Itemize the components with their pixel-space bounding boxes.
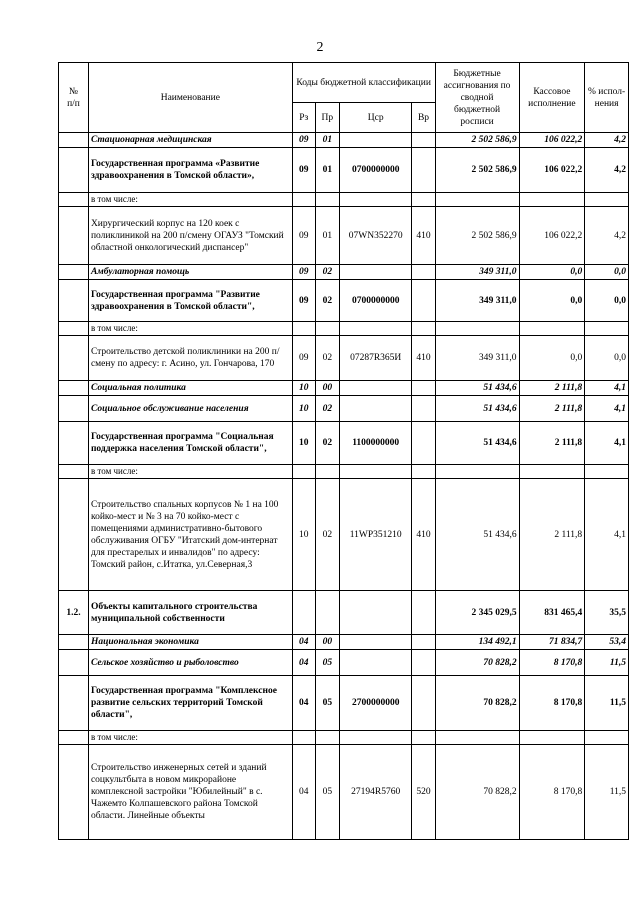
cell-csr: 07287R365И	[339, 336, 412, 381]
cell-number	[59, 381, 89, 396]
header-cash: Кассовое исполнение	[519, 63, 585, 133]
cell-budget	[435, 731, 519, 745]
cell-pr: 02	[315, 422, 339, 465]
cell-percent	[585, 193, 629, 207]
cell-number	[59, 207, 89, 265]
cell-percent	[585, 731, 629, 745]
header-pr: Пр	[315, 103, 339, 133]
cell-csr: 27194R5760	[339, 745, 412, 840]
cell-csr	[339, 193, 412, 207]
cell-csr	[339, 322, 412, 336]
cell-pr: 00	[315, 635, 339, 650]
cell-number	[59, 465, 89, 479]
cell-rz: 09	[292, 265, 315, 280]
cell-csr: 1100000000	[339, 422, 412, 465]
header-rz: Рз	[292, 103, 315, 133]
cell-rz	[292, 591, 315, 635]
cell-name: Национальная экономика	[88, 635, 292, 650]
cell-percent: 4,2	[585, 207, 629, 265]
cell-cash: 831 465,4	[519, 591, 585, 635]
cell-cash	[519, 193, 585, 207]
table-row	[59, 635, 629, 650]
table-row	[59, 745, 629, 840]
cell-cash: 0,0	[519, 280, 585, 322]
table-row	[59, 676, 629, 731]
cell-name: Строительство детской поликлиники на 200 п/смену по адресу: г. Асино, ул. Гончарова, 170	[88, 336, 292, 381]
cell-number	[59, 422, 89, 465]
cell-number	[59, 148, 89, 193]
cell-rz: 04	[292, 635, 315, 650]
cell-budget	[435, 193, 519, 207]
cell-pr: 05	[315, 650, 339, 676]
cell-rz: 09	[292, 133, 315, 148]
cell-vr	[412, 148, 435, 193]
table-row	[59, 381, 629, 396]
table-row	[59, 650, 629, 676]
cell-rz: 04	[292, 650, 315, 676]
cell-budget: 51 434,6	[435, 396, 519, 422]
cell-vr	[412, 193, 435, 207]
cell-csr: 0700000000	[339, 280, 412, 322]
cell-budget: 70 828,2	[435, 745, 519, 840]
cell-percent: 0,0	[585, 280, 629, 322]
cell-percent: 4,2	[585, 148, 629, 193]
cell-percent: 11,5	[585, 745, 629, 840]
cell-cash: 2 111,8	[519, 422, 585, 465]
cell-percent: 4,1	[585, 422, 629, 465]
cell-cash: 0,0	[519, 336, 585, 381]
cell-number	[59, 396, 89, 422]
page-number: 2	[316, 40, 324, 55]
cell-name: в том числе:	[88, 465, 292, 479]
cell-csr: 11WP351210	[339, 479, 412, 591]
cell-name: Государственная программа "Развитие здравоохранения в Томской области",	[88, 280, 292, 322]
cell-cash: 106 022,2	[519, 133, 585, 148]
cell-rz: 09	[292, 280, 315, 322]
cell-pr	[315, 465, 339, 479]
cell-number	[59, 745, 89, 840]
cell-rz: 04	[292, 676, 315, 731]
table-row	[59, 133, 629, 148]
cell-cash: 8 170,8	[519, 650, 585, 676]
cell-budget	[435, 465, 519, 479]
cell-percent: 0,0	[585, 336, 629, 381]
cell-percent: 35,5	[585, 591, 629, 635]
cell-pr: 01	[315, 207, 339, 265]
cell-budget: 2 502 586,9	[435, 133, 519, 148]
cell-pr	[315, 731, 339, 745]
cell-vr	[412, 133, 435, 148]
cell-csr	[339, 731, 412, 745]
cell-cash: 8 170,8	[519, 745, 585, 840]
cell-cash	[519, 731, 585, 745]
cell-percent: 0,0	[585, 265, 629, 280]
cell-budget: 51 434,6	[435, 479, 519, 591]
cell-cash	[519, 322, 585, 336]
cell-name: в том числе:	[88, 193, 292, 207]
cell-budget: 2 502 586,9	[435, 148, 519, 193]
cell-percent: 53,4	[585, 635, 629, 650]
cell-budget: 51 434,6	[435, 381, 519, 396]
cell-cash: 2 111,8	[519, 396, 585, 422]
table-row	[59, 422, 629, 465]
cell-vr: 520	[412, 745, 435, 840]
cell-percent: 4,1	[585, 479, 629, 591]
table-row	[59, 336, 629, 381]
cell-name: в том числе:	[88, 322, 292, 336]
table-row	[59, 465, 629, 479]
cell-percent	[585, 465, 629, 479]
cell-name: в том числе:	[88, 731, 292, 745]
cell-pr: 05	[315, 745, 339, 840]
header-budget: Бюджетные ассигнования по сводной бюджетной росписи	[435, 63, 519, 133]
cell-rz	[292, 465, 315, 479]
cell-name: Государственная программа "Комплексное развитие сельских территорий Томской области",	[88, 676, 292, 731]
cell-name: Амбулаторная помощь	[88, 265, 292, 280]
cell-name: Сельское хозяйство и рыболовство	[88, 650, 292, 676]
cell-pr: 02	[315, 336, 339, 381]
cell-csr	[339, 591, 412, 635]
cell-pr: 02	[315, 479, 339, 591]
cell-budget	[435, 322, 519, 336]
cell-number	[59, 336, 89, 381]
cell-vr	[412, 322, 435, 336]
table-row	[59, 479, 629, 591]
table-row	[59, 396, 629, 422]
cell-vr	[412, 465, 435, 479]
cell-rz: 09	[292, 148, 315, 193]
cell-cash: 2 111,8	[519, 381, 585, 396]
cell-cash: 106 022,2	[519, 207, 585, 265]
cell-budget: 2 345 029,5	[435, 591, 519, 635]
header-vr: Вр	[412, 103, 435, 133]
cell-name: Социальное обслуживание населения	[88, 396, 292, 422]
cell-percent: 4,1	[585, 396, 629, 422]
table-row	[59, 193, 629, 207]
cell-rz: 10	[292, 396, 315, 422]
cell-name: Стационарная медицинская	[88, 133, 292, 148]
cell-percent: 11,5	[585, 676, 629, 731]
cell-vr	[412, 265, 435, 280]
cell-cash: 106 022,2	[519, 148, 585, 193]
cell-csr	[339, 265, 412, 280]
table-row	[59, 207, 629, 265]
cell-number	[59, 322, 89, 336]
header-number: № п/п	[59, 63, 89, 133]
cell-vr	[412, 381, 435, 396]
cell-cash: 8 170,8	[519, 676, 585, 731]
cell-pr: 01	[315, 133, 339, 148]
cell-rz: 04	[292, 745, 315, 840]
cell-vr: 410	[412, 479, 435, 591]
cell-pr: 02	[315, 280, 339, 322]
table-row	[59, 280, 629, 322]
cell-csr	[339, 635, 412, 650]
cell-pr: 02	[315, 396, 339, 422]
cell-number	[59, 133, 89, 148]
cell-pr	[315, 322, 339, 336]
cell-name: Объекты капитального строительства муниципальной собственности	[88, 591, 292, 635]
cell-budget: 134 492,1	[435, 635, 519, 650]
cell-csr	[339, 396, 412, 422]
cell-rz: 10	[292, 422, 315, 465]
cell-name: Государственная программа «Развитие здравоохранения в Томской области»,	[88, 148, 292, 193]
table-row	[59, 265, 629, 280]
cell-cash: 71 834,7	[519, 635, 585, 650]
cell-cash: 2 111,8	[519, 479, 585, 591]
cell-rz	[292, 731, 315, 745]
cell-vr: 410	[412, 336, 435, 381]
cell-number	[59, 265, 89, 280]
cell-csr: 07WN352270	[339, 207, 412, 265]
cell-pr	[315, 193, 339, 207]
cell-vr	[412, 676, 435, 731]
cell-name: Строительство спальных корпусов № 1 на 100 койко-мест и № 3 на 70 койко-мест с помещениями административно-бытового обслуживания ОГБУ "Итатский дом-интернат для престарелых и инвалидов" по адресу: Томский район, с.Итатка, ул.Северная,3	[88, 479, 292, 591]
cell-vr	[412, 396, 435, 422]
header-codes: Коды бюджетной классификации	[292, 63, 435, 103]
cell-name: Социальная политика	[88, 381, 292, 396]
cell-budget: 349 311,0	[435, 336, 519, 381]
cell-name: Хирургический корпус на 120 коек с поликлиникой на 200 п/смену ОГАУЗ "Томский областной онкологический диспансер"	[88, 207, 292, 265]
cell-pr	[315, 591, 339, 635]
cell-percent: 4,2	[585, 133, 629, 148]
header-percent: % испол-нения	[585, 63, 629, 133]
budget-table	[58, 62, 629, 840]
cell-number	[59, 676, 89, 731]
cell-name: Строительство инженерных сетей и зданий соцкультбыта в новом микрорайоне комплексной застройки "Юбилейный" в с. Чажемто Колпашевского района Томской области. Линейные объекты	[88, 745, 292, 840]
cell-pr: 05	[315, 676, 339, 731]
cell-percent	[585, 322, 629, 336]
cell-vr	[412, 731, 435, 745]
cell-budget: 349 311,0	[435, 280, 519, 322]
cell-number	[59, 280, 89, 322]
cell-budget: 70 828,2	[435, 650, 519, 676]
cell-number	[59, 731, 89, 745]
header-csr: Цср	[339, 103, 412, 133]
cell-csr	[339, 381, 412, 396]
cell-percent: 11,5	[585, 650, 629, 676]
cell-name: Государственная программа "Социальная поддержка населения Томской области",	[88, 422, 292, 465]
cell-csr: 2700000000	[339, 676, 412, 731]
table-row	[59, 322, 629, 336]
cell-rz: 09	[292, 336, 315, 381]
cell-rz: 10	[292, 479, 315, 591]
cell-csr: 0700000000	[339, 148, 412, 193]
cell-budget: 349 311,0	[435, 265, 519, 280]
table-row	[59, 731, 629, 745]
cell-vr	[412, 650, 435, 676]
cell-pr: 01	[315, 148, 339, 193]
cell-number	[59, 193, 89, 207]
cell-budget: 51 434,6	[435, 422, 519, 465]
cell-vr: 410	[412, 207, 435, 265]
table-row	[59, 591, 629, 635]
cell-number	[59, 650, 89, 676]
cell-vr	[412, 635, 435, 650]
cell-csr	[339, 465, 412, 479]
cell-vr	[412, 280, 435, 322]
cell-number	[59, 479, 89, 591]
header-name: Наименование	[88, 63, 292, 133]
cell-vr	[412, 591, 435, 635]
cell-cash: 0,0	[519, 265, 585, 280]
cell-budget: 2 502 586,9	[435, 207, 519, 265]
cell-percent: 4,1	[585, 381, 629, 396]
cell-csr	[339, 133, 412, 148]
cell-rz	[292, 322, 315, 336]
cell-pr: 00	[315, 381, 339, 396]
cell-rz: 09	[292, 207, 315, 265]
cell-budget: 70 828,2	[435, 676, 519, 731]
cell-rz	[292, 193, 315, 207]
cell-pr: 02	[315, 265, 339, 280]
cell-number: 1.2.	[59, 591, 89, 635]
cell-number	[59, 635, 89, 650]
table-body	[59, 133, 629, 840]
cell-vr	[412, 422, 435, 465]
cell-rz: 10	[292, 381, 315, 396]
cell-cash	[519, 465, 585, 479]
cell-csr	[339, 650, 412, 676]
table-row	[59, 148, 629, 193]
